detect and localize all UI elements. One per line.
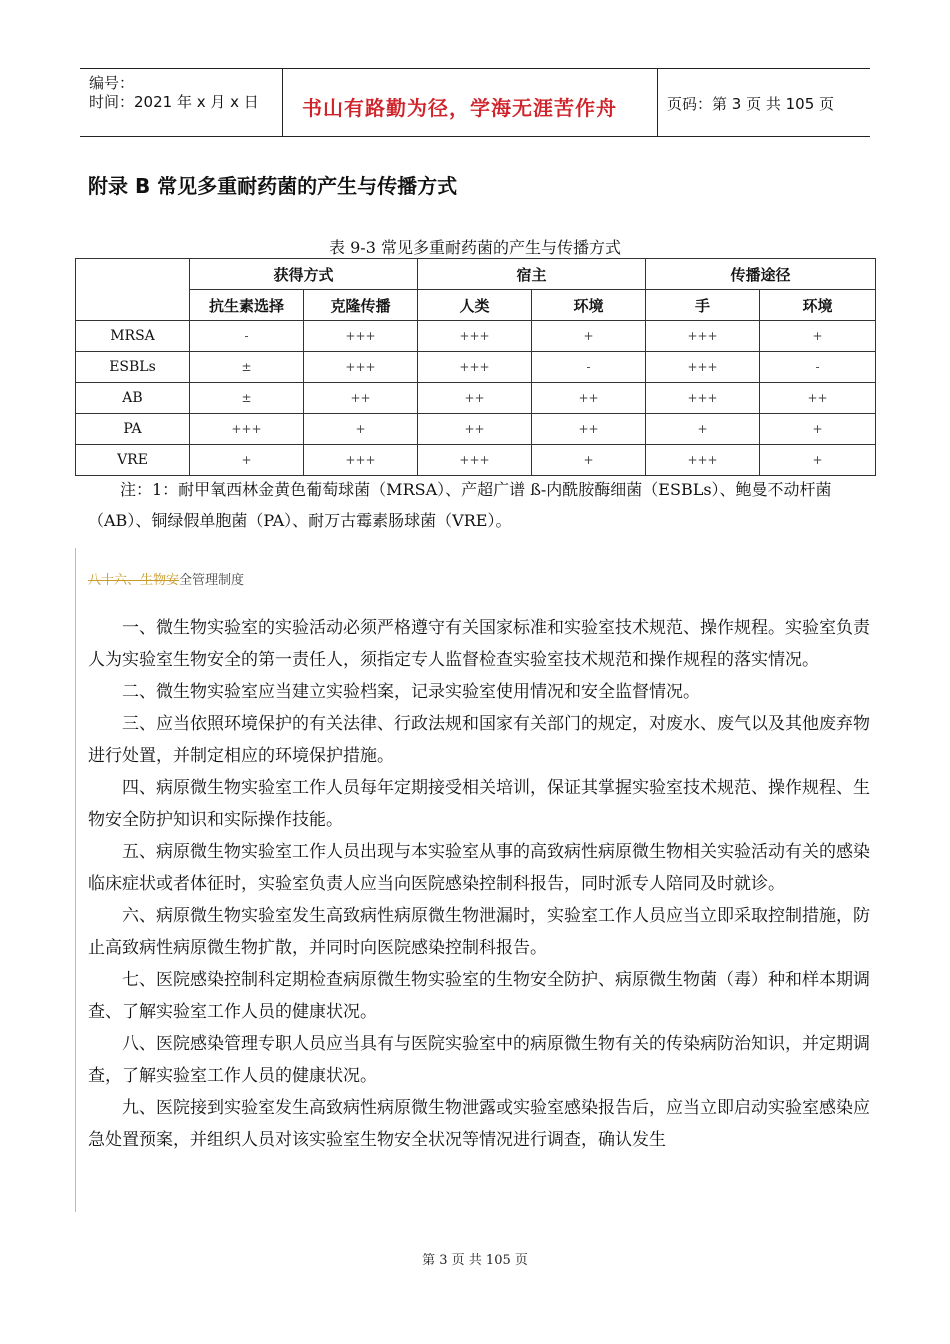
paragraph: 二、微生物实验室应当建立实验档案，记录实验室使用情况和安全监督情况。 bbox=[122, 682, 700, 702]
row-label: AB bbox=[76, 383, 190, 414]
table-row bbox=[76, 383, 876, 414]
table-cell: +++ bbox=[418, 352, 532, 383]
table-cell: +++ bbox=[646, 321, 760, 352]
table-cell: +++ bbox=[418, 321, 532, 352]
header-divider-right bbox=[657, 68, 658, 136]
table-cell: + bbox=[532, 445, 646, 476]
subheader-antibiotic-selection: 抗生素选择 bbox=[190, 290, 304, 321]
paragraph: 三、应当依照环境保护的有关法律、行政法规和国家有关部门的规定，对废水、废气以及其他废弃物进行处置，并制定相应的环境保护措施。 bbox=[88, 714, 870, 766]
header-divider-left bbox=[282, 68, 283, 136]
table-cell: + bbox=[190, 445, 304, 476]
paragraph: 五、病原微生物实验室工作人员出现与本实验室从事的高致病性病原微生物相关实验活动有关的感染临床症状或者体征时，实验室负责人应当向医院感染控制科报告，同时派专人陪同及时就诊。 bbox=[88, 842, 870, 894]
table-cell: +++ bbox=[190, 414, 304, 445]
table-cell: + bbox=[646, 414, 760, 445]
header-date: 时间：2021 年 x 月 x 日 bbox=[89, 93, 259, 111]
table-cell: + bbox=[760, 414, 876, 445]
table-corner-cell bbox=[76, 259, 190, 321]
group-header-acquisition: 获得方式 bbox=[190, 259, 418, 290]
row-label: MRSA bbox=[76, 321, 190, 352]
table-cell: ++ bbox=[532, 414, 646, 445]
table-cell: +++ bbox=[646, 445, 760, 476]
table-cell: ++ bbox=[418, 383, 532, 414]
table-row bbox=[76, 445, 876, 476]
subheader-host-environment: 环境 bbox=[532, 290, 646, 321]
table-row bbox=[76, 414, 876, 445]
paragraph: 四、病原微生物实验室工作人员每年定期接受相关培训，保证其掌握实验室技术规范、操作规程、生物安全防护知识和实际操作技能。 bbox=[88, 778, 870, 830]
subheader-human: 人类 bbox=[418, 290, 532, 321]
regulations-body bbox=[88, 612, 873, 1156]
table-cell: ± bbox=[190, 383, 304, 414]
table-cell: ± bbox=[190, 352, 304, 383]
page-footer: 第 3 页 共 105 页 bbox=[422, 1253, 528, 1268]
section-heading bbox=[88, 569, 244, 588]
paragraph: 六、病原微生物实验室发生高致病性病原微生物泄漏时，实验室工作人员应当立即采取控制措施，防止高致病性病原微生物扩散，并同时向医院感染控制科报告。 bbox=[88, 906, 870, 958]
table-row bbox=[76, 321, 876, 352]
heading-text: 全管理制度 bbox=[179, 573, 245, 588]
table-cell: +++ bbox=[646, 352, 760, 383]
row-label: ESBLs bbox=[76, 352, 190, 383]
subheader-hand: 手 bbox=[646, 290, 760, 321]
text-margin-rule bbox=[75, 548, 76, 1212]
table-row bbox=[76, 352, 876, 383]
paragraph: 一、微生物实验室的实验活动必须严格遵守有关国家标准和实验室技术规范、操作规程。实验室负责人为实验室生物安全的第一责任人，须指定专人监督检查实验室技术规范和操作规程的落实情况。 bbox=[88, 618, 870, 670]
struck-heading-prefix: 八十六、生物安 bbox=[88, 573, 180, 588]
table-cell: +++ bbox=[304, 445, 418, 476]
header-motto: 书山有路勤为径，学海无涯苦作舟 bbox=[302, 96, 617, 120]
header-number: 编号： bbox=[89, 74, 135, 92]
row-label: VRE bbox=[76, 445, 190, 476]
appendix-title: 附录 B 常见多重耐药菌的产生与传播方式 bbox=[88, 174, 458, 198]
resistance-table bbox=[75, 258, 876, 476]
table-cell: - bbox=[760, 352, 876, 383]
header-bottom-rule bbox=[80, 136, 870, 137]
paragraph: 八、医院感染管理专职人员应当具有与医院实验室中的病原微生物有关的传染病防治知识，并定期调查，了解实验室工作人员的健康状况。 bbox=[88, 1034, 870, 1086]
table-cell: ++ bbox=[304, 383, 418, 414]
table-cell: +++ bbox=[304, 321, 418, 352]
table-cell: - bbox=[532, 352, 646, 383]
table-cell: + bbox=[760, 321, 876, 352]
row-label: PA bbox=[76, 414, 190, 445]
table-caption: 表 9-3 常见多重耐药菌的产生与传播方式 bbox=[329, 238, 621, 257]
table-cell: +++ bbox=[646, 383, 760, 414]
group-header-transmission: 传播途径 bbox=[646, 259, 876, 290]
table-cell: ++ bbox=[760, 383, 876, 414]
table-cell: +++ bbox=[418, 445, 532, 476]
header-page-label: 页码：第 3 页 共 105 页 bbox=[667, 95, 835, 113]
table-cell: ++ bbox=[532, 383, 646, 414]
table-cell: + bbox=[532, 321, 646, 352]
header-top-rule bbox=[80, 68, 870, 69]
paragraph: 九、医院接到实验室发生高致病性病原微生物泄露或实验室感染报告后，应当立即启动实验室感染应急处置预案，并组织人员对该实验室生物安全状况等情况进行调查，确认发生 bbox=[88, 1098, 870, 1150]
table-cell: - bbox=[190, 321, 304, 352]
table-cell: +++ bbox=[304, 352, 418, 383]
table-cell: + bbox=[760, 445, 876, 476]
subheader-clonal-spread: 克隆传播 bbox=[304, 290, 418, 321]
subheader-route-environment: 环境 bbox=[760, 290, 876, 321]
table-note: 注：1：耐甲氧西林金黄色葡萄球菌（MRSA）、产超广谱 ß-内酰胺酶细菌（ESBLs）、鲍曼不动杆菌（AB）、铜绿假单胞菌（PA）、耐万古霉素肠球菌（VRE）。 bbox=[88, 480, 832, 530]
table-cell: + bbox=[304, 414, 418, 445]
paragraph: 七、医院感染控制科定期检查病原微生物实验室的生物安全防护、病原微生物菌（毒）种和样本期调查、了解实验室工作人员的健康状况。 bbox=[88, 970, 870, 1022]
group-header-host: 宿主 bbox=[418, 259, 646, 290]
table-cell: ++ bbox=[418, 414, 532, 445]
